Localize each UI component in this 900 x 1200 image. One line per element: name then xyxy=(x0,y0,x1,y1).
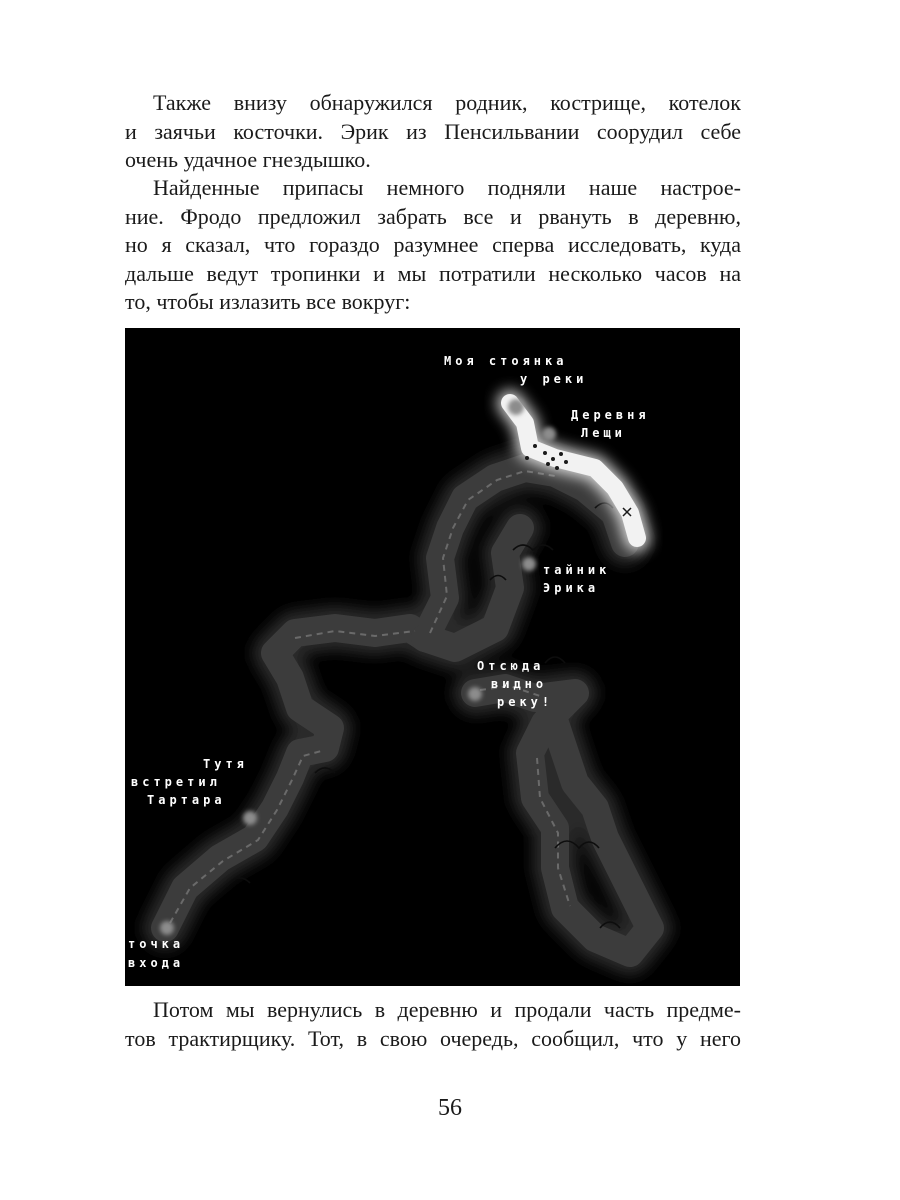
label-tutya: Тутя xyxy=(203,757,248,771)
label-cache: тайник xyxy=(543,563,611,577)
paragraph-3 xyxy=(125,996,741,1053)
text-line: ние. Фродо предложил забрать все и рвануть в деревню, xyxy=(125,203,741,229)
text-line: Найденные припасы немного подняли наше настрое- xyxy=(153,175,741,200)
paragraph-2 xyxy=(125,174,741,317)
marker-entry xyxy=(160,921,174,935)
label-tutya: Тартара xyxy=(147,793,226,807)
page-number: 56 xyxy=(438,1095,462,1121)
label-camp: Моя стоянка xyxy=(444,354,568,368)
label-entry: входа xyxy=(128,956,185,970)
label-camp: у реки xyxy=(520,372,588,386)
paragraph-1 xyxy=(125,89,741,175)
text-line: Также внизу обнаружился родник, кострище, котелок xyxy=(153,90,741,115)
text-line: очень удачное гнездышко. xyxy=(125,147,371,172)
text-line: то, чтобы излазить все вокруг: xyxy=(125,289,411,314)
map-figure xyxy=(125,328,740,986)
marker-view xyxy=(468,687,482,701)
map-illustration xyxy=(125,328,740,986)
text-line: и заячьи косточки. Эрик из Пенсильвании соорудил себе xyxy=(125,118,741,144)
text-line: Потом мы вернулись в деревню и продали часть предме- xyxy=(153,997,741,1022)
label-village: Лещи xyxy=(581,426,626,440)
label-cache: Эрика xyxy=(543,581,600,595)
text-line: дальше ведут тропинки и мы потратили несколько часов на xyxy=(125,260,741,286)
text-line: но я сказал, что гораздо разумнее сперва исследовать, куда xyxy=(125,232,741,257)
label-view: видно xyxy=(491,677,548,691)
label-view: реку! xyxy=(497,695,554,709)
label-village: Деревня xyxy=(571,408,650,422)
label-entry: точка xyxy=(128,937,185,951)
label-tutya: встретил xyxy=(131,775,221,789)
marker-cache xyxy=(522,557,536,571)
label-view: Отсюда xyxy=(477,659,545,673)
marker-village xyxy=(542,427,556,441)
marker-tutya xyxy=(243,811,257,825)
text-line: тов трактирщику. Тот, в свою очередь, сообщил, что у него xyxy=(125,1025,741,1051)
marker-camp xyxy=(508,399,524,415)
